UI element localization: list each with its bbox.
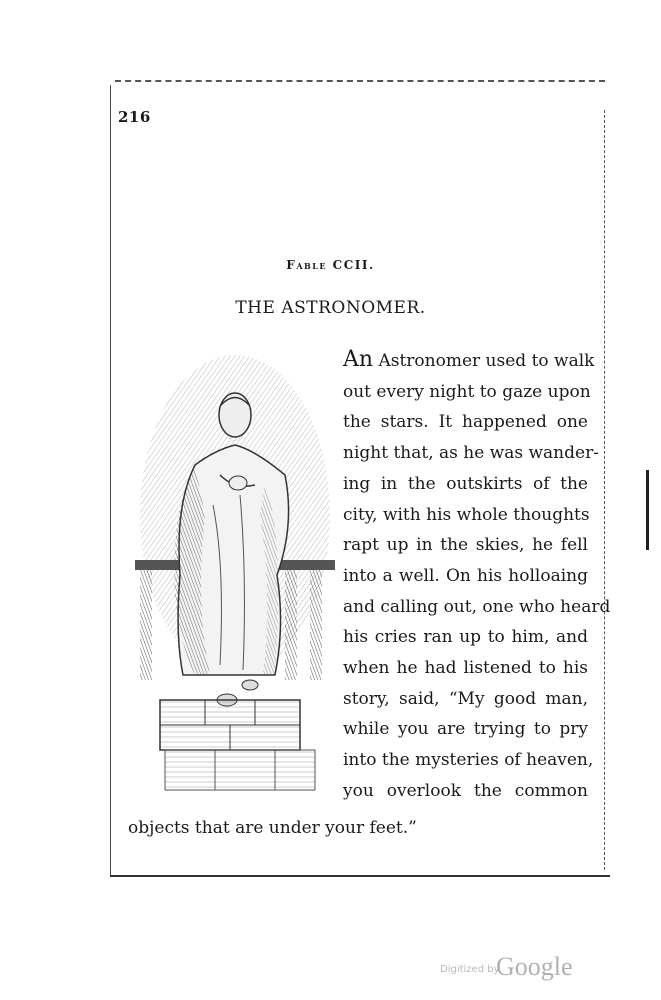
drop-cap: An bbox=[343, 347, 374, 372]
text-line: the stars. It happened one bbox=[343, 412, 588, 433]
page-border-right bbox=[604, 110, 605, 870]
text-line: while you are trying to pry bbox=[343, 719, 588, 740]
astronomer-engraving bbox=[135, 345, 335, 805]
text-line: his cries ran up to him, and bbox=[343, 627, 588, 648]
text-line: ing in the outskirts of the bbox=[343, 473, 588, 494]
text-line: An Astronomer used to walk bbox=[343, 347, 595, 372]
fable-number: Fable CCII. bbox=[286, 258, 375, 272]
text-line: story, said, “My good man, bbox=[343, 688, 588, 709]
text-line: into a well. On his holloaing bbox=[343, 565, 588, 586]
fable-text bbox=[343, 345, 611, 807]
text-line: out every night to gaze upon bbox=[343, 381, 591, 402]
text-last-line: objects that are under your feet.” bbox=[128, 818, 417, 838]
google-logo: Google bbox=[496, 952, 573, 981]
digitized-watermark bbox=[440, 952, 580, 986]
page-border-top bbox=[115, 80, 605, 82]
text-line: into the mysteries of heaven, bbox=[343, 750, 594, 771]
scan-edge-mark bbox=[646, 470, 649, 550]
page-number: 216 bbox=[118, 108, 151, 126]
text-line: night that, as he was wander- bbox=[343, 443, 599, 464]
page-border-left bbox=[110, 85, 111, 875]
page-border-bottom bbox=[110, 875, 610, 877]
text-line: rapt up in the skies, he fell bbox=[343, 535, 588, 556]
watermark-prefix: Digitized by bbox=[440, 964, 500, 975]
text-line: city, with his whole thoughts bbox=[343, 504, 590, 525]
text-line: when he had listened to his bbox=[343, 658, 588, 679]
text-line: you overlook the common bbox=[343, 780, 588, 801]
fable-title: THE ASTRONOMER. bbox=[235, 298, 426, 318]
text-line: and calling out, one who heard bbox=[343, 596, 611, 617]
